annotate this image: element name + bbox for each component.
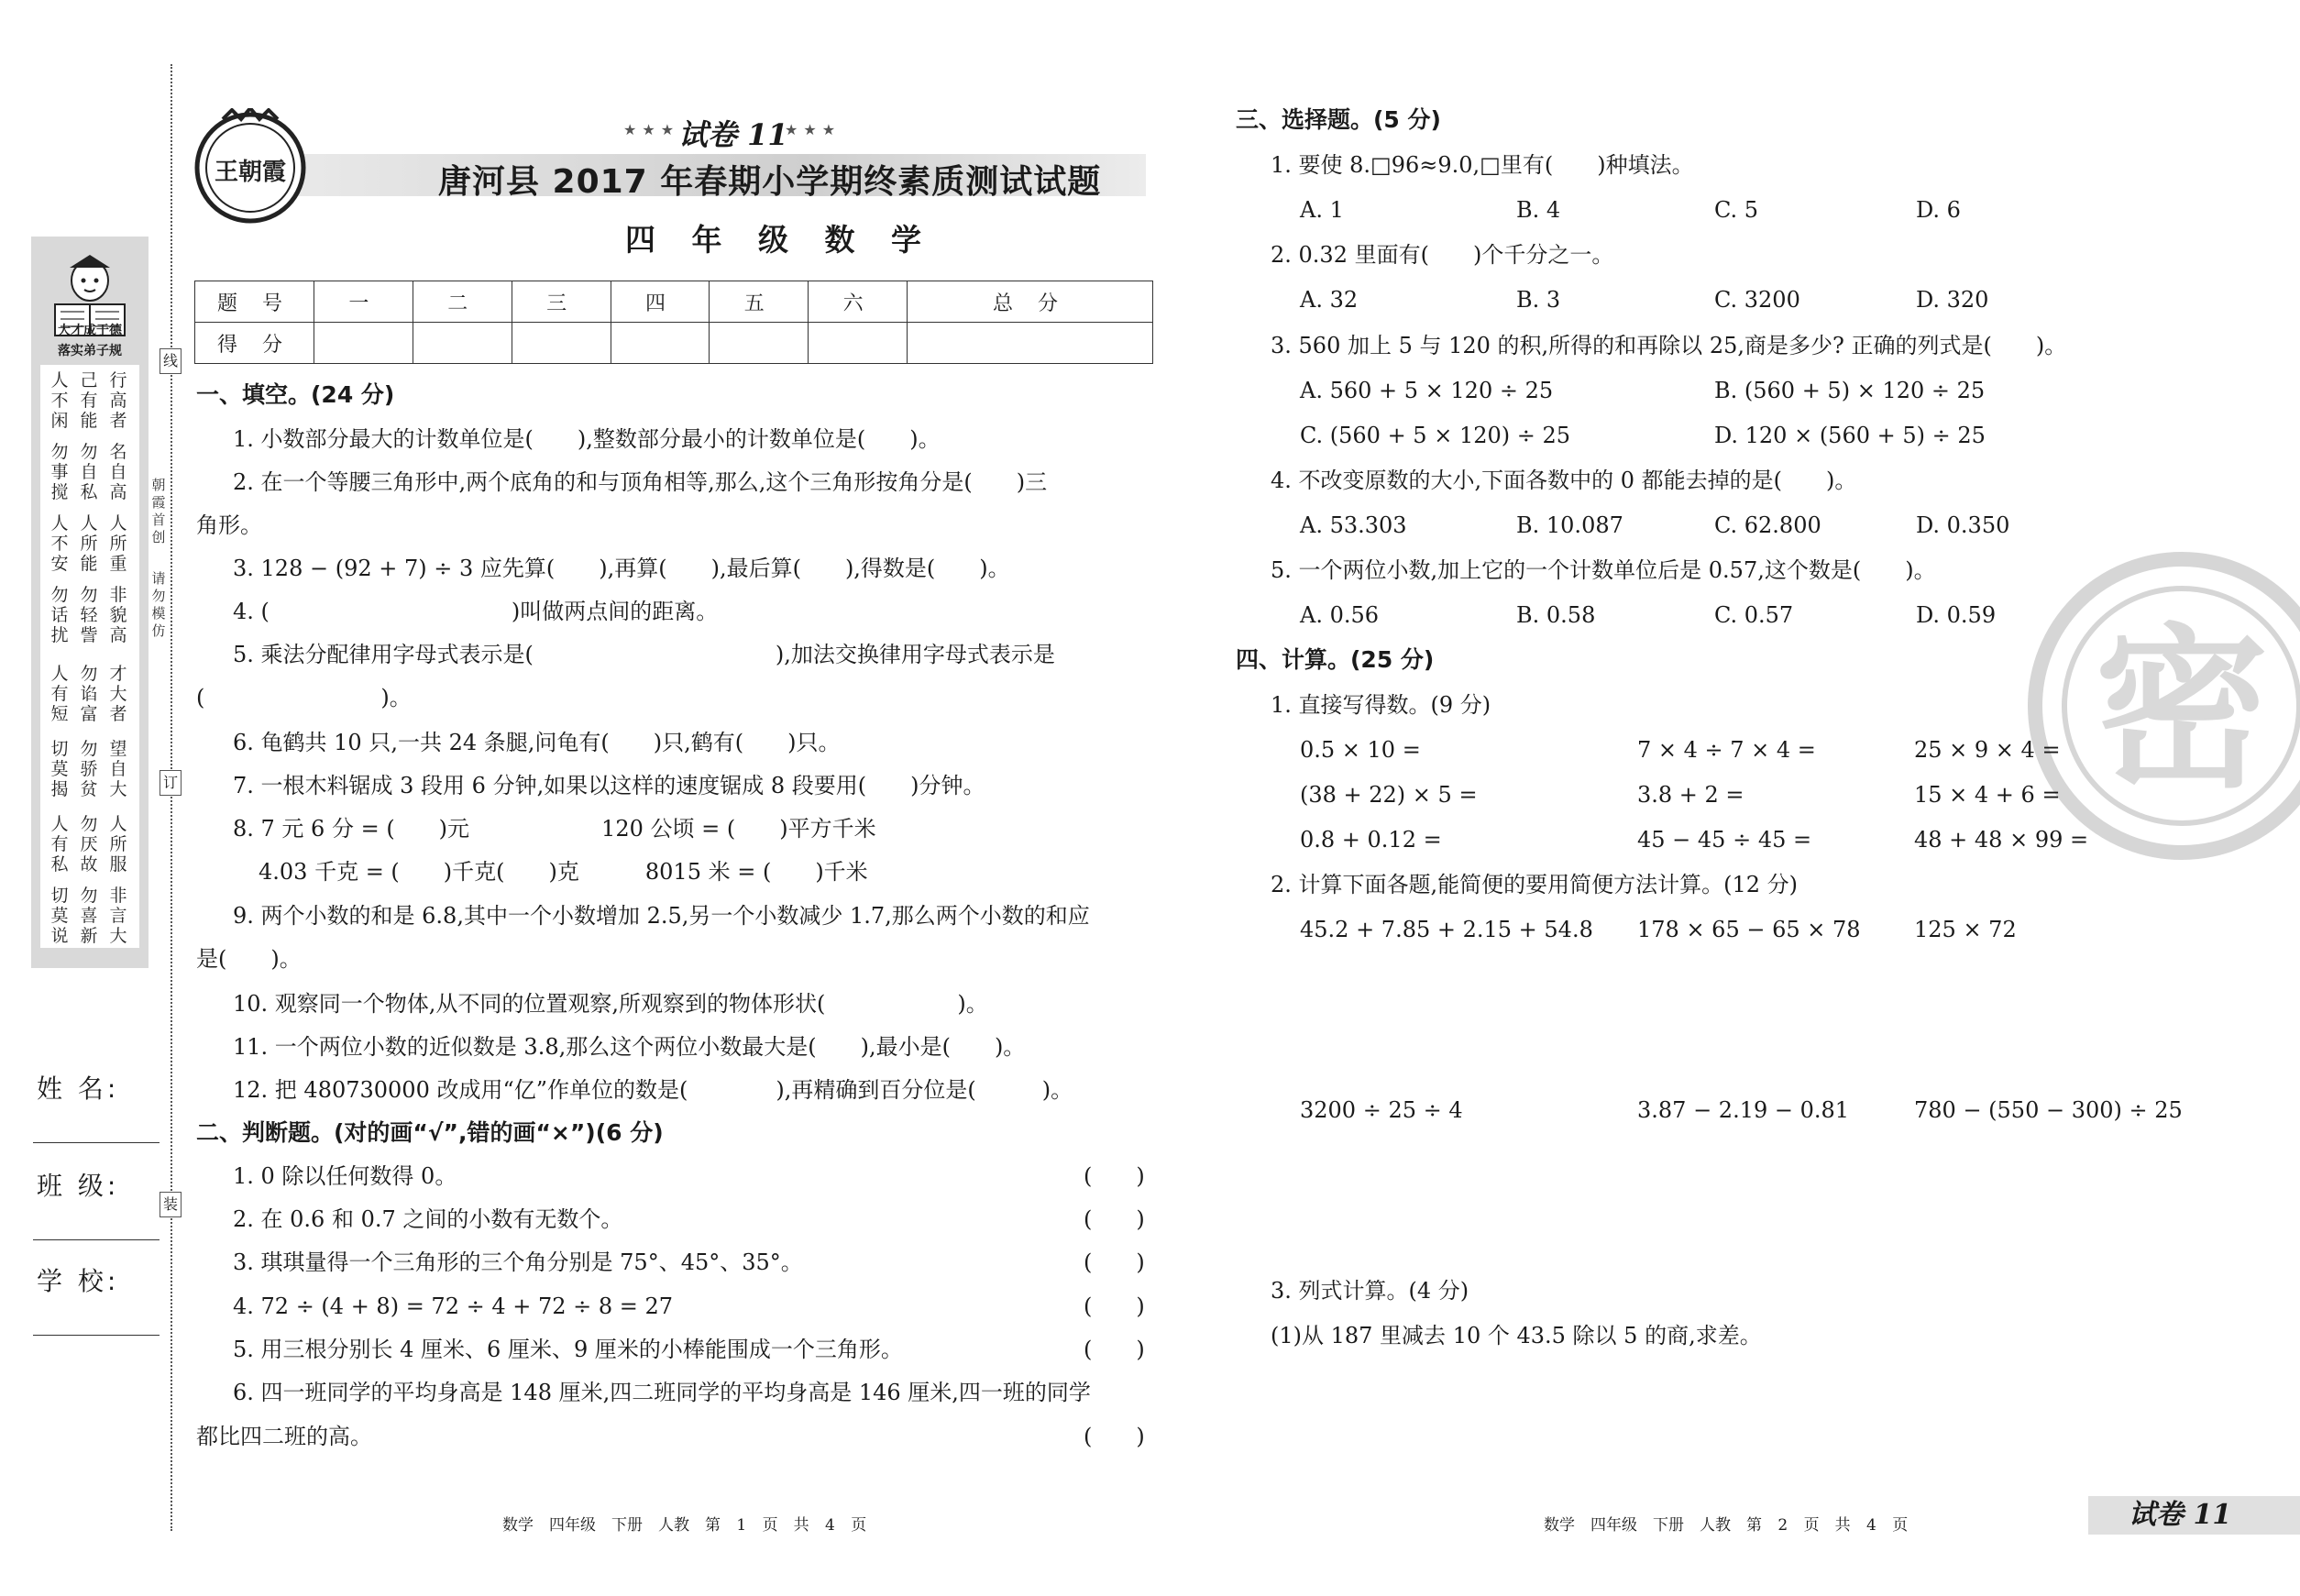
score-input[interactable] xyxy=(413,323,512,364)
stars-right-icon: ★★★ xyxy=(785,121,842,138)
score-cell: 五 xyxy=(710,281,809,323)
school-field[interactable] xyxy=(33,1335,160,1336)
proverb: 勿喜新 xyxy=(80,886,98,946)
cut-label: 装 xyxy=(160,1192,182,1217)
option: C. (560 + 5 × 120) ÷ 25 xyxy=(1300,423,1571,448)
option: D. 0.350 xyxy=(1916,512,2010,538)
option: D. 320 xyxy=(1916,287,1989,313)
proverb: 勿骄贫 xyxy=(80,739,98,799)
option: C. 3200 xyxy=(1714,287,1800,313)
proverb: 人所能 xyxy=(80,513,98,574)
proverb: 名自高 xyxy=(109,442,127,502)
page-badge-label: 试卷 11 xyxy=(2129,1499,2232,1531)
calc-item: 178 × 65 − 65 × 78 xyxy=(1637,917,1861,942)
logo-text: 王朝霞 xyxy=(214,159,287,186)
judge-blank[interactable]: ( ) xyxy=(1084,1206,1145,1232)
calc-item: 15 × 4 + 6 = xyxy=(1914,782,2061,808)
proverb: 勿谄富 xyxy=(80,664,98,724)
score-input[interactable] xyxy=(710,323,809,364)
option: C. 62.800 xyxy=(1714,512,1821,538)
question-line: (1)从 187 里减去 10 个 43.5 除以 5 的商,求差。 xyxy=(1271,1323,1762,1348)
option: B. (560 + 5) × 120 ÷ 25 xyxy=(1714,378,1986,403)
name-label: 姓 名: xyxy=(37,1073,120,1104)
proverb: 勿话扰 xyxy=(50,585,69,645)
score-cell: 题 号 xyxy=(195,281,314,323)
motto-line-1: 大才成于德 xyxy=(58,324,122,338)
option: D. 6 xyxy=(1916,197,1961,223)
score-input[interactable] xyxy=(512,323,611,364)
proverb: 非貌高 xyxy=(109,585,127,645)
calc-item: 48 + 48 × 99 = xyxy=(1914,827,2089,853)
confidential-stamp-icon xyxy=(2026,550,2300,862)
section-heading: 一、填空。(24 分) xyxy=(196,381,395,408)
option: B. 0.58 xyxy=(1516,602,1596,628)
option: B. 10.087 xyxy=(1516,512,1623,538)
proverb: 才大者 xyxy=(109,664,127,724)
score-table-header-row xyxy=(195,281,1153,323)
calc-item: 45.2 + 7.85 + 2.15 + 54.8 xyxy=(1300,917,1593,942)
question-line: 2. 计算下面各题,能简便的要用简便方法计算。(12 分) xyxy=(1271,872,1799,897)
class-label: 班 级: xyxy=(37,1171,120,1201)
score-cell: 总 分 xyxy=(908,281,1153,323)
score-cell: 四 xyxy=(611,281,710,323)
cut-label: 订 xyxy=(160,770,182,796)
question-line: 3. 128 − (92 + 7) ÷ 3 应先算( ),再算( ),最后算( ),得数是( )。 xyxy=(233,556,1010,581)
option: A. 1 xyxy=(1300,197,1344,223)
judge-blank[interactable]: ( ) xyxy=(1084,1424,1145,1449)
proverb: 己有能 xyxy=(80,370,98,431)
score-cell: 一 xyxy=(314,281,413,323)
question-line: 2. 在一个等腰三角形中,两个底角的和与顶角相等,那么,这个三角形按角分是( )三 xyxy=(233,469,1048,495)
proverb: 勿自私 xyxy=(80,442,98,502)
calc-item: 125 × 72 xyxy=(1914,917,2017,942)
motto-line-2: 落实弟子规 xyxy=(58,344,122,358)
judge-blank[interactable]: ( ) xyxy=(1084,1163,1145,1189)
question-line: 1. 小数部分最大的计数单位是( ),整数部分最小的计数单位是( )。 xyxy=(233,426,941,452)
judge-item: 3. 琪琪量得一个三角形的三个角分别是 75°、45°、35°。 xyxy=(233,1249,803,1275)
judge-blank[interactable]: ( ) xyxy=(1084,1249,1145,1275)
proverb: 人所重 xyxy=(109,513,127,574)
judge-item: 1. 0 除以任何数得 0。 xyxy=(233,1163,457,1189)
calc-item: 3200 ÷ 25 ÷ 4 xyxy=(1300,1097,1463,1123)
calc-item: 0.5 × 10 = xyxy=(1300,737,1421,763)
option: A. 0.56 xyxy=(1300,602,1380,628)
calc-item: 3.87 − 2.19 − 0.81 xyxy=(1637,1097,1850,1123)
option: A. 560 + 5 × 120 ÷ 25 xyxy=(1300,378,1554,403)
question-line: 9. 两个小数的和是 6.8,其中一个小数增加 2.5,另一个小数减少 1.7,那么两个小数的和应 xyxy=(233,903,1090,929)
option: A. 32 xyxy=(1300,287,1359,313)
question-line: 11. 一个两位小数的近似数是 3.8,那么这个两位小数最大是( ),最小是( )。 xyxy=(233,1034,1026,1060)
score-cell: 二 xyxy=(413,281,512,323)
score-cell: 得 分 xyxy=(195,323,314,364)
section-heading: 三、选择题。(5 分) xyxy=(1236,106,1441,133)
section-heading: 二、判断题。(对的画“√”,错的画“×”)(6 分) xyxy=(196,1119,664,1146)
proverb: 人所服 xyxy=(109,814,127,875)
proverb: 切莫说 xyxy=(50,886,69,946)
side-note: 朝霞首创 xyxy=(151,477,166,545)
score-cell: 三 xyxy=(512,281,611,323)
paper-number: 试卷 11 xyxy=(678,117,788,152)
cut-label: 线 xyxy=(160,348,182,374)
calc-item: 0.8 + 0.12 = xyxy=(1300,827,1442,853)
section-heading: 四、计算。(25 分) xyxy=(1236,646,1435,673)
judge-blank[interactable]: ( ) xyxy=(1084,1337,1145,1362)
class-field[interactable] xyxy=(33,1239,160,1240)
question-line: 1. 要使 8.□96≈9.0,□里有( )种填法。 xyxy=(1271,152,1694,178)
judge-item: 2. 在 0.6 和 0.7 之间的小数有无数个。 xyxy=(233,1206,623,1232)
score-input[interactable] xyxy=(908,323,1153,364)
proverb: 人不安 xyxy=(50,513,69,574)
option: C. 5 xyxy=(1714,197,1759,223)
option: D. 120 × (560 + 5) ÷ 25 xyxy=(1714,423,1986,448)
question-line: 5. 一个两位小数,加上它的一个计数单位后是 0.57,这个数是( )。 xyxy=(1271,557,1936,583)
calc-item: (38 + 22) × 5 = xyxy=(1300,782,1478,808)
score-input[interactable] xyxy=(611,323,710,364)
question-line: 角形。 xyxy=(196,512,262,538)
side-note: 请勿模仿 xyxy=(151,570,166,639)
question-line: 3. 560 加上 5 与 120 的积,所得的和再除以 25,商是多少? 正确的列式是( )。 xyxy=(1271,333,2067,358)
proverb: 切莫揭 xyxy=(50,739,69,799)
score-cell: 六 xyxy=(809,281,908,323)
question-line: ( )。 xyxy=(196,685,412,710)
option: B. 4 xyxy=(1516,197,1561,223)
exam-title: 唐河县 2017 年春期小学期终素质测试试题 xyxy=(438,163,1102,201)
school-label: 学 校: xyxy=(37,1266,120,1296)
score-input[interactable] xyxy=(314,323,413,364)
calc-item: 45 − 45 ÷ 45 = xyxy=(1637,827,1812,853)
option: A. 53.303 xyxy=(1300,512,1407,538)
question-line: 4. 不改变原数的大小,下面各数中的 0 都能去掉的是( )。 xyxy=(1271,468,1857,493)
question-line: 12. 把 480730000 改成用“亿”作单位的数是( ),再精确到百分位是( )。 xyxy=(233,1077,1073,1103)
proverb: 行高者 xyxy=(109,370,127,431)
proverb: 勿厌故 xyxy=(80,814,98,875)
question-line: 2. 0.32 里面有( )个千分之一。 xyxy=(1271,242,1614,268)
question-line: 1. 直接写得数。(9 分) xyxy=(1271,692,1491,718)
page-footer-left: 数学 四年级 下册 人教 第 1 页 共 4 页 xyxy=(502,1516,867,1535)
page-footer-right: 数学 四年级 下册 人教 第 2 页 共 4 页 xyxy=(1544,1516,1909,1535)
question-line: 是( )。 xyxy=(196,946,302,972)
question-line: 10. 观察同一个物体,从不同的位置观察,所观察到的物体形状( )。 xyxy=(233,991,988,1017)
score-input[interactable] xyxy=(809,323,908,364)
question-line: 8. 7 元 6 分 = ( )元 120 公顷 = ( )平方千米 xyxy=(233,816,876,842)
stars-left-icon: ★★★ xyxy=(623,121,680,138)
proverb: 望自大 xyxy=(109,739,127,799)
score-table xyxy=(194,281,1153,364)
cut-line xyxy=(171,64,172,1531)
calc-item: 3.8 + 2 = xyxy=(1637,782,1744,808)
judge-item: 4. 72 ÷ (4 + 8) = 72 ÷ 4 + 72 ÷ 8 = 27 xyxy=(233,1293,674,1319)
calc-item: 7 × 4 ÷ 7 × 4 = xyxy=(1637,737,1816,763)
proverb-panel xyxy=(40,365,139,948)
question-line: 5. 乘法分配律用字母式表示是( ),加法交换律用字母式表示是 xyxy=(233,642,1055,667)
option: B. 3 xyxy=(1516,287,1561,313)
proverb: 勿轻訾 xyxy=(80,585,98,645)
calc-item: 25 × 9 × 4 = xyxy=(1914,737,2061,763)
question-line: 3. 列式计算。(4 分) xyxy=(1271,1278,1469,1304)
question-line: 4.03 千克 = ( )千克( )克 8015 米 = ( )千米 xyxy=(259,859,868,885)
judge-item: 6. 四一班同学的平均身高是 148 厘米,四二班同学的平均身高是 146 厘米,四一班的同学 xyxy=(233,1380,1091,1405)
judge-blank[interactable]: ( ) xyxy=(1084,1293,1145,1319)
proverb: 勿事搅 xyxy=(50,442,69,502)
subject-title: 四 年 级 数 学 xyxy=(625,222,934,258)
option: C. 0.57 xyxy=(1714,602,1794,628)
proverb: 人不闲 xyxy=(50,370,69,431)
proverb: 人有短 xyxy=(50,664,69,724)
proverb: 非言大 xyxy=(109,886,127,946)
stamp-text: 密 xyxy=(2094,609,2270,811)
question-line: 7. 一根木料锯成 3 段用 6 分钟,如果以这样的速度锯成 8 段要用( )分钟。 xyxy=(233,773,985,798)
calc-item: 780 − (550 − 300) ÷ 25 xyxy=(1914,1097,2183,1123)
score-table-score-row xyxy=(195,323,1153,364)
question-line: 4. ( )叫做两点间的距离。 xyxy=(233,599,719,624)
brand-logo-icon xyxy=(191,108,310,227)
question-line: 6. 龟鹤共 10 只,一共 24 条腿,问龟有( )只,鹤有( )只。 xyxy=(233,730,841,755)
judge-item: 5. 用三根分别长 4 厘米、6 厘米、9 厘米的小棒能围成一个三角形。 xyxy=(233,1337,903,1362)
proverb: 人有私 xyxy=(50,814,69,875)
option: D. 0.59 xyxy=(1916,602,1997,628)
judge-item: 都比四二班的高。 xyxy=(196,1424,372,1449)
name-field[interactable] xyxy=(33,1142,160,1143)
